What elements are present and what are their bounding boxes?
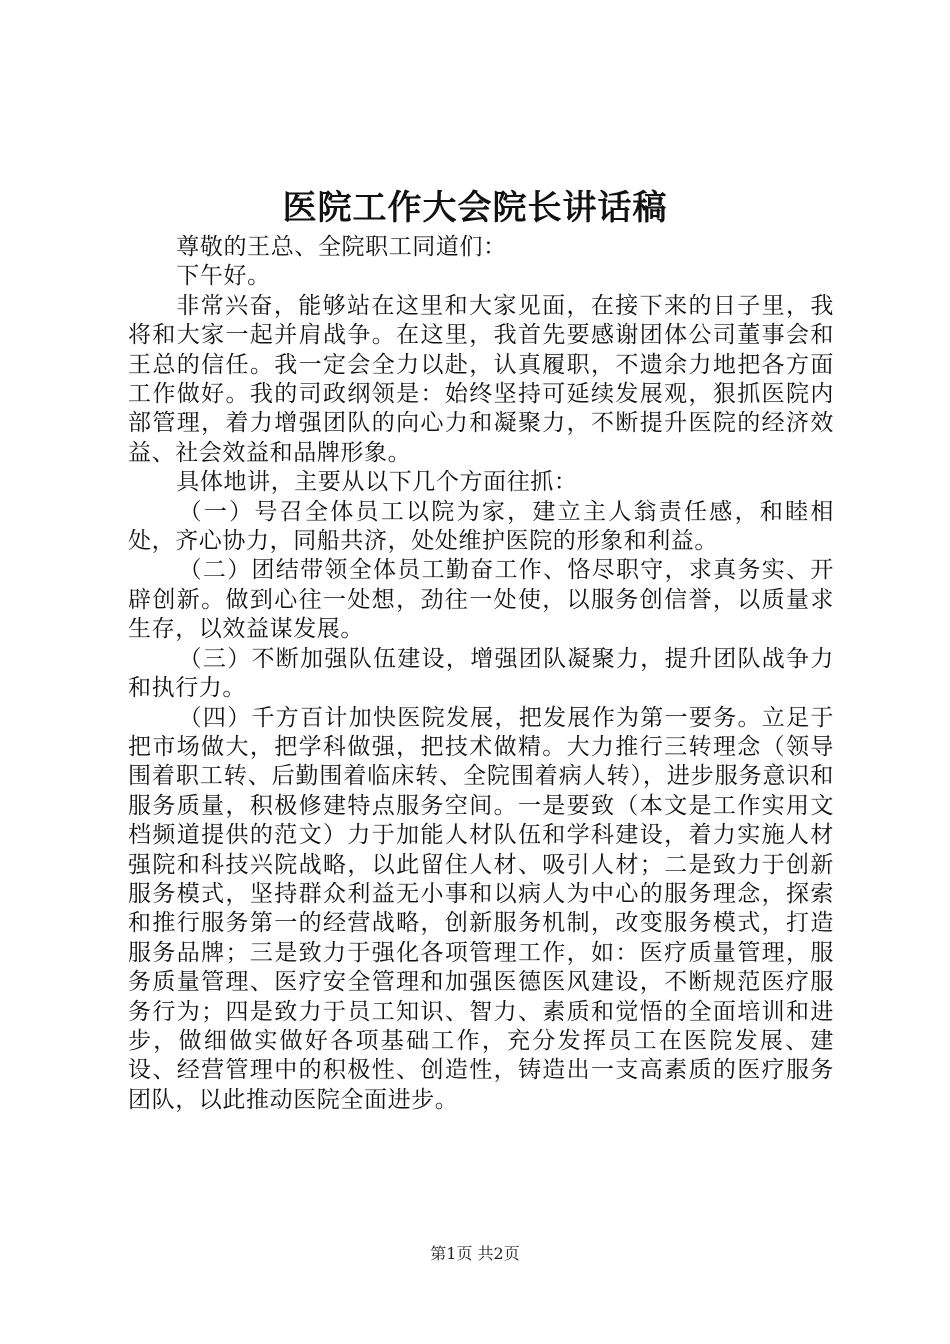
item-paragraph-3: （三）不断加强队伍建设，增强团队凝聚力，提升团队战争力和执行力。 [128,645,834,702]
item-paragraph-4: （四）千方百计加快医院发展，把发展作为第一要务。立足于把市场做大，把学科做强，把技术做精。大力推行三转理念（领导围着职工转、后勤围着临床转、全院围着病人转），进步服务意识和服务质量，积极修建特点服务空间。一是要致（本文是工作实用文档频道提供的范文）力于加能人材队伍和学科建设，着力实施人材强院和科技兴院战略，以此留住人材、吸引人材；二是致力于创新服务模式，坚持群众利益无小事和以病人为中心的服务理念，探索和推行服务第一的经营战略，创新服务机制，改变服务模式，打造服务品牌；三是致力于强化各项管理工作，如：医疗质量管理，服务质量管理、医疗安全管理和加强医德医风建设，不断规范医疗服务行为；四是致力于员工知识、智力、素质和觉悟的全面培训和进步，做细做实做好各项基础工作，充分发挥员工在医院发展、建设、经营管理中的积极性、创造性，铸造出一支高素质的医疗服务团队，以此推动医院全面进步。 [128,704,834,1113]
greeting-paragraph: 尊敬的王总、全院职工同道们： [176,234,507,260]
document-body [128,233,834,1115]
salutation-paragraph: 下午好。 [176,263,271,290]
item-paragraph-2: （二）团结带领全体员工勤奋工作、恪尽职守，求真务实、开辟创新。做到心往一处想，劲往一处使，以服务创信誉，以质量求生存，以效益谋发展。 [128,557,834,643]
overview-paragraph: 具体地讲，主要从以下几个方面往抓： [176,469,578,496]
item-paragraph-1: （一）号召全体员工以院为家，建立主人翁责任感，和睦相处，齐心协力，同船共济，处处维护医院的形象和利益。 [128,498,834,555]
page-number-footer: 第1页 共2页 [430,1244,520,1263]
document-title: 医院工作大会院长讲话稿 [282,188,668,228]
intro-paragraph: 非常兴奋，能够站在这里和大家见面，在接下来的日子里，我将和大家一起并肩战争。在这里，我首先要感谢团体公司董事会和王总的信任。我一定会全力以赴，认真履职，不遗余力地把各方面工作做好。我的司政纲领是：始终坚持可延续发展观，狠抓医院内部管理，着力增强团队的向心力和凝聚力，不断提升医院的经济效益、社会效益和品牌形象。 [128,292,834,466]
